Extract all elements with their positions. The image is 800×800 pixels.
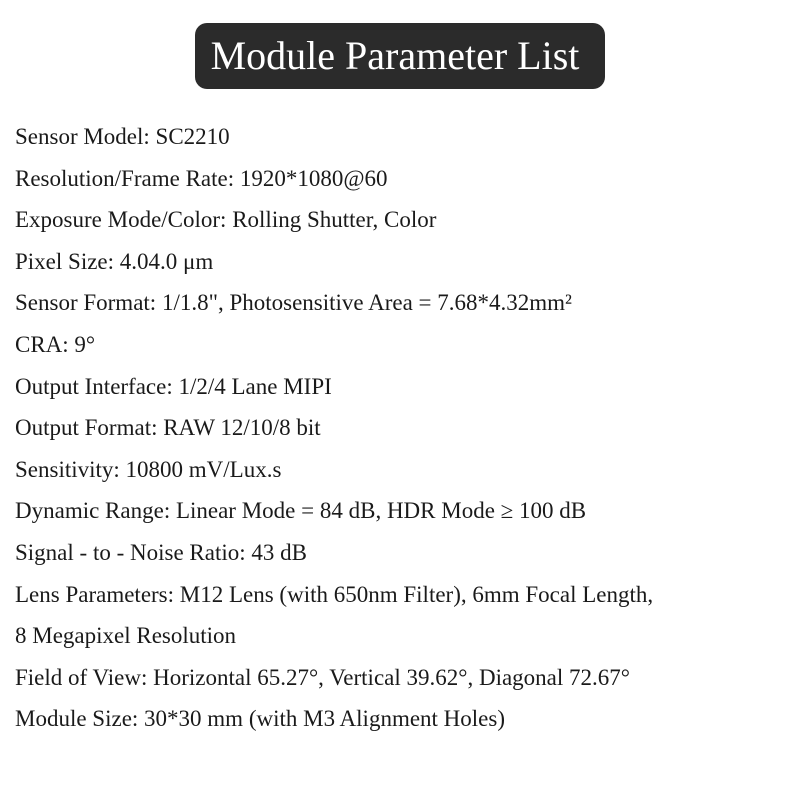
param-exposure-mode-color: Exposure Mode/Color: Rolling Shutter, Color: [15, 207, 437, 233]
param-sensor-format: Sensor Format: 1/1.8", Photosensitive Area = 7.68*4.32mm²: [15, 290, 572, 316]
param-field-of-view: Field of View: Horizontal 65.27°, Vertical 39.62°, Diagonal 72.67°: [15, 664, 630, 690]
param-dynamic-range: Dynamic Range: Linear Mode = 84 dB, HDR Mode ≥ 100 dB: [15, 498, 587, 524]
param-cra: CRA: 9°: [15, 331, 96, 357]
param-module-size: Module Size: 30*30 mm (with M3 Alignment Holes): [15, 706, 505, 732]
param-signal-to-noise-ratio: Signal - to - Noise Ratio: 43 dB: [15, 539, 307, 565]
param-output-format: Output Format: RAW 12/10/8 bit: [15, 415, 321, 441]
title-container: [0, 23, 800, 89]
param-sensitivity: Sensitivity: 10800 mV/Lux.s: [15, 456, 282, 482]
param-lens-parameters: Lens Parameters: M12 Lens (with 650nm Filter), 6mm Focal Length,: [15, 581, 654, 607]
param-pixel-size: Pixel Size: 4.04.0 μm: [15, 248, 214, 274]
param-resolution-frame-rate: Resolution/Frame Rate: 1920*1080@60: [15, 165, 388, 191]
param-sensor-model: Sensor Model: SC2210: [15, 124, 230, 149]
parameter-list: [15, 116, 790, 740]
param-output-interface: Output Interface: 1/2/4 Lane MIPI: [15, 373, 332, 399]
param-lens-parameters-continued: 8 Megapixel Resolution: [15, 623, 237, 649]
page-title: Module Parameter List: [195, 23, 606, 89]
